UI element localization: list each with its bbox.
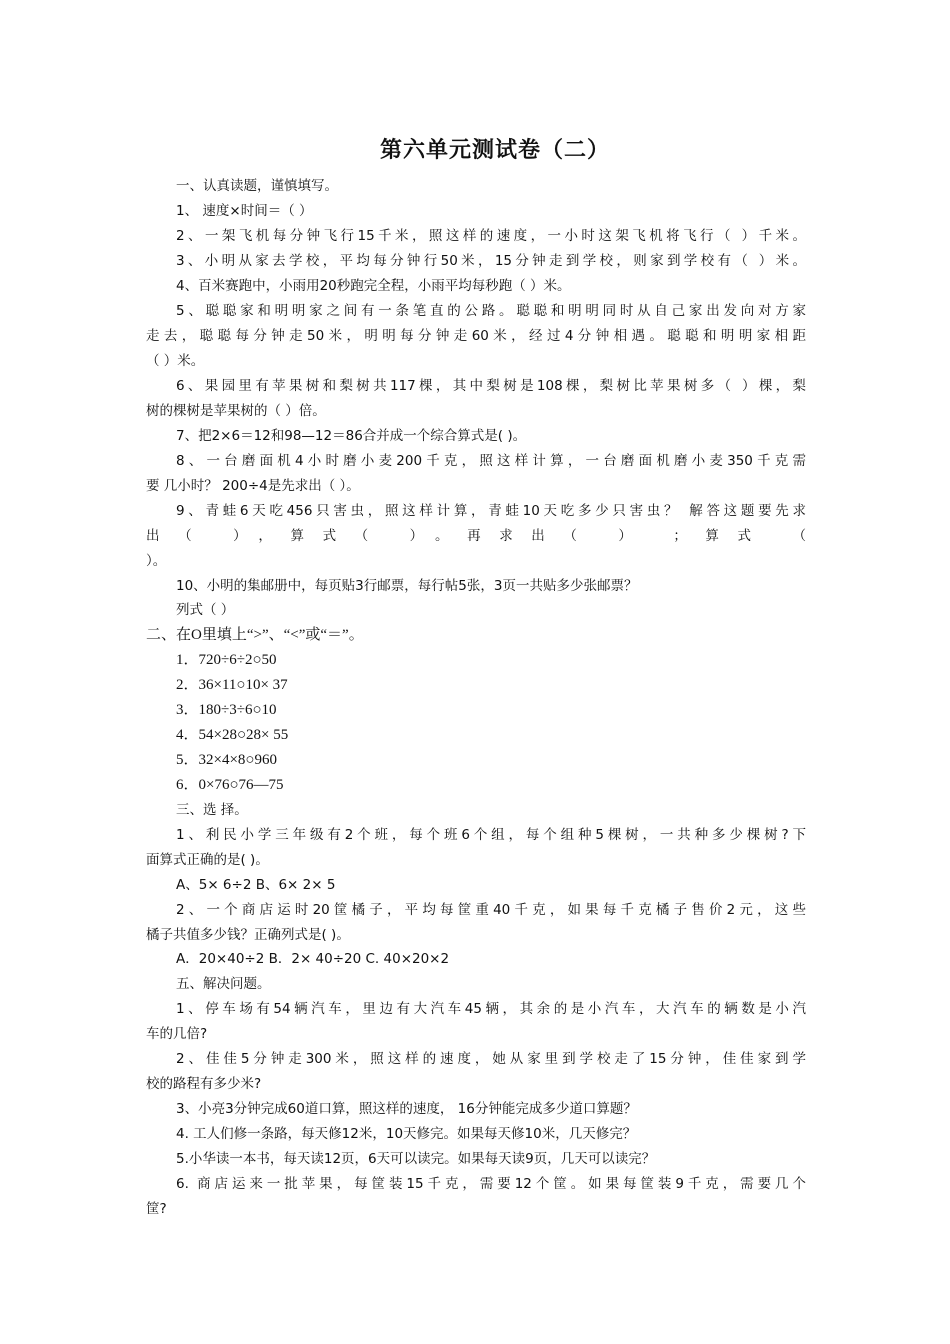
problem-2-line1: 2、佳佳5分钟走300米，照这样的速度，她从家里到学校走了15分钟，佳佳家到学 <box>176 1051 806 1067</box>
question-1-10-answer: 列式（ ） <box>176 602 235 618</box>
problem-5: 5.小华读一本书，每天读12页，6天可以读完。如果每天读9页，几天可以读完？ <box>176 1151 656 1167</box>
question-1-1: 1、 速度×时间＝（ ） <box>176 203 313 219</box>
problem-6-line1: 6. 商店运来一批苹果，每筐装15千克，需要12个筐。如果每筐装9千克，需要几个 <box>176 1176 806 1192</box>
compare-item-1: 1．720÷6÷2○50 <box>176 652 277 668</box>
section-1-heading: 一、认真读题，谨慎填写。 <box>176 178 338 194</box>
question-1-7: 7、把2×6＝12和98—12＝86合并成一个综合算式是( )。 <box>176 428 527 444</box>
problem-3: 3、小亮3分钟完成60道口算，照这样的速度， 16分钟能完成多少道口算题？ <box>176 1101 637 1117</box>
problem-2-line2: 校的路程有多少米? <box>146 1076 262 1092</box>
question-1-9-line1: 9、青蛙6天吃456只害虫，照这样计算，青蛙10天吃多少只害虫？ 解答这题要先求 <box>176 503 806 519</box>
section-5-heading: 五、解决问题。 <box>176 976 271 992</box>
question-1-10: 10、小明的集邮册中，每页贴3行邮票，每行帖5张，3页一共贴多少张邮票？ <box>176 578 638 594</box>
question-1-8-line2: 要 几小时？ 200÷4是先求出（ ）。 <box>146 478 360 494</box>
question-1-5-line1: 5、聪聪家和明明家之间有一条笔直的公路。聪聪和明明同时从自己家出发向对方家 <box>176 303 806 319</box>
choice-2-line2: 橘子共值多少钱？正确列式是( )。 <box>146 927 350 943</box>
question-1-9-line3: ）。 <box>146 553 167 569</box>
compare-item-3: 3．180÷3÷6○10 <box>176 702 277 718</box>
section-3-heading: 三、选 择。 <box>176 802 248 818</box>
question-1-2: 2、一架飞机每分钟飞行15千米，照这样的速度，一小时这架飞机将飞行（ ）千米。 <box>176 228 806 244</box>
problem-1-line1: 1、停车场有54辆汽车，里边有大汽车45辆，其余的是小汽车，大汽车的辆数是小汽 <box>176 1001 806 1017</box>
question-1-6-line2: 树的棵树是苹果树的（ ）倍。 <box>146 403 326 419</box>
section-2-heading: 二、在O里填上“>”、“<”或“＝”。 <box>146 627 364 643</box>
page-title: 第六单元测试卷（二） <box>379 137 610 163</box>
question-1-3: 3、小明从家去学校，平均每分钟行50米，15分钟走到学校，则家到学校有（ ）米。 <box>176 253 806 269</box>
choice-2-line1: 2、一个商店运时20筐橘子，平均每筐重40千克，如果每千克橘子售价2元，这些 <box>176 902 806 918</box>
question-1-8-line1: 8、一台磨面机4小时磨小麦200千克，照这样计算，一台磨面机磨小麦350千克需 <box>176 453 806 469</box>
choice-1-line2: 面算式正确的是( )。 <box>146 852 269 868</box>
question-1-9-line2: 出（ ），算式（ ）。再求出（ ） ；算式 （ <box>146 528 806 544</box>
compare-item-5: 5．32×4×8○960 <box>176 752 277 768</box>
question-1-4: 4、百米赛跑中，小雨用20秒跑完全程，小雨平均每秒跑（ ）米。 <box>176 278 571 294</box>
problem-1-line2: 车的几倍? <box>146 1026 208 1042</box>
compare-item-4: 4．54×28○28× 55 <box>176 727 289 743</box>
choice-1-options: A、5× 6÷2 B、6× 2× 5 <box>176 877 336 893</box>
question-1-5-line3: （ ）米。 <box>146 353 205 369</box>
compare-item-6: 6．0×76○76—75 <box>176 777 284 793</box>
question-1-6-line1: 6、果园里有苹果树和梨树共117棵，其中梨树是108棵，梨树比苹果树多（ ）棵，梨 <box>176 378 806 394</box>
choice-1-line1: 1、利民小学三年级有2个班，每个班6个组，每个组种5棵树，一共种多少棵树?下 <box>176 827 806 843</box>
problem-6-line2: 筐? <box>146 1201 167 1217</box>
compare-item-2: 2．36×11○10× 37 <box>176 677 288 693</box>
question-1-5-line2: 走去，聪聪每分钟走50米，明明每分钟走60米，经过4分钟相遇。聪聪和明明家相距 <box>146 328 806 344</box>
choice-2-options: A．20×40÷2 B．2× 40÷20 C. 40×20×2 <box>176 951 450 967</box>
problem-4: 4. 工人们修一条路，每天修12米，10天修完。如果每天修10米，几天修完？ <box>176 1126 637 1142</box>
